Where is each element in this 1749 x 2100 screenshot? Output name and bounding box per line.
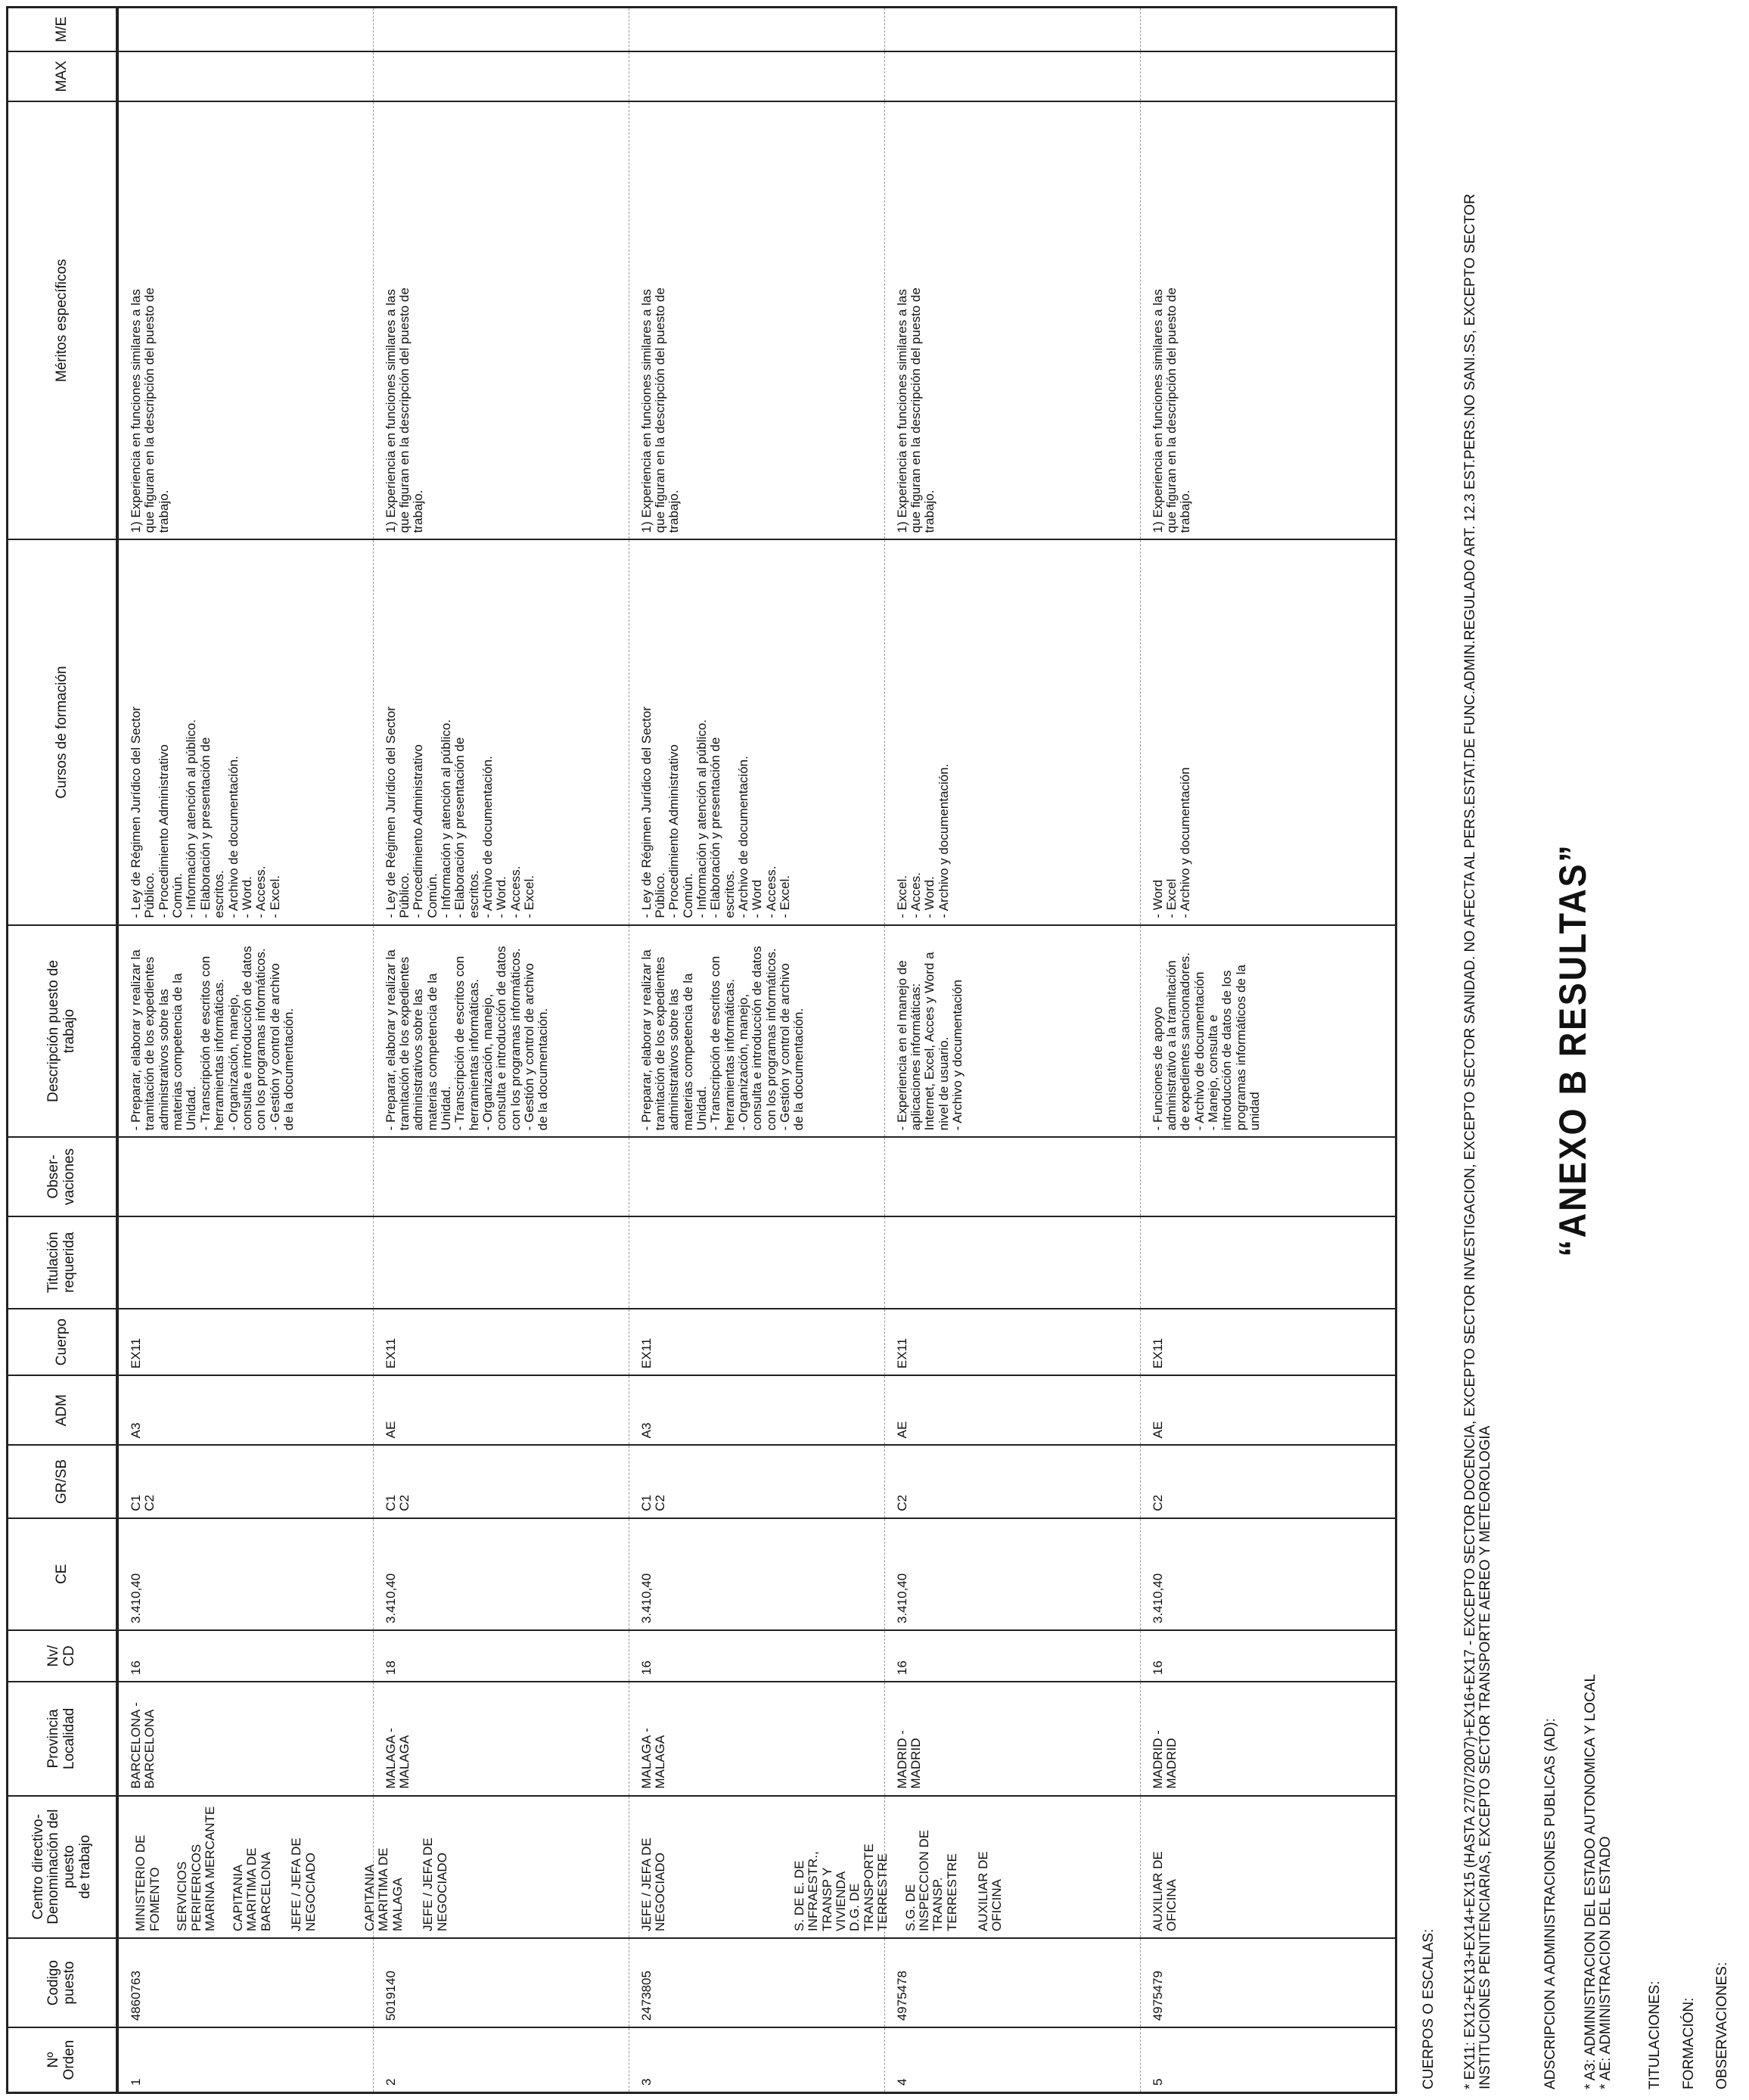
cell-cuerpo: EX11 [373,1309,629,1375]
header-cursos: Cursos de formación [8,539,118,924]
cell-nivel: 16 [1140,1630,1396,1682]
header-descripcion: Descripción puesto de trabajo [8,925,118,1138]
cell-descripcion: - Preparar, elaborar y realizar la tramitación de los expedientes administrativos sobre las materias competencia de la Unidad. - Transcripción de escritos con herramientas informáticas. - Organización, manejo, consulta e introducción de datos con los programas informáticos. - Gestión y control de archivo de la documentación. [117,925,373,1138]
cell-provincia: MADRID - MADRID [884,1682,1140,1795]
puesto-denominacion: JEFE / JEFA DE NEGOCIADO [638,1837,667,1931]
cell-grupo: C1 C2 [117,1445,373,1518]
cell-codigo: 4975478 [884,1938,1140,2027]
header-me: M/E [8,8,118,51]
cell-cursos: - Word - Excel - Archivo y documentación [1140,539,1396,924]
cell-titulacion [117,1216,373,1309]
cell-cursos: - Ley de Régimen Jurídico del Sector Público. - Procedimiento Administrativo Común. - Información y atención al público. - Elaboración y presentación de escritos. - Archivo de documentación. - Word - Access. - Excel. [629,539,884,924]
cell-meritos: 1) Experiencia en funciones similares a las que figuran en la descripción del puesto de trabajo. [117,101,373,539]
cell-ce: 3.410,40 [117,1518,373,1630]
centro-directivo: CAPITANIA MARITIMA DE MALAGA [362,1847,405,1931]
cell-observaciones [117,1137,373,1216]
cell-meritos: 1) Experiencia en funciones similares a las que figuran en la descripción del puesto de trabajo. [1140,101,1396,539]
positions-table [6,6,1397,2094]
header-grupo: GR/SB [8,1445,118,1518]
puesto-denominacion: AUXILIAR DE OFICINA [975,1851,1004,1931]
header-observaciones: Obser- vaciones [8,1137,118,1216]
cell-observaciones [629,1137,884,1216]
cell-orden: 2 [373,2027,629,2092]
header-adm: ADM [8,1375,118,1445]
cell-adm: A3 [629,1375,884,1445]
cell-descripcion: - Preparar, elaborar y realizar la tramitación de los expedientes administrativos sobre las materias competencia de la Unidad. - Transcripción de escritos con herramientas informáticas. - Organización, manejo, consulta e introducción de datos con los programas informáticos. - Gestión y control de archivo de la documentación. [629,925,884,1138]
cell-meritos: 1) Experiencia en funciones similares a las que figuran en la descripción del puesto de trabajo. [373,101,629,539]
cell-adm: AE [884,1375,1140,1445]
cell-me [884,8,1140,51]
table-row [373,8,629,2093]
centro-directivo: S. DE E. DE INFRAESTR., TRANSP Y VIVIENDA D.G. DE TRANSPORTE TERRESTRE S.G. DE INSPECCION DE TRANSP. TERRESTRE [791,1829,959,1931]
observaciones-label: OBSERVACIONES: [1714,1962,1731,2089]
cell-max [629,51,884,101]
cell-orden: 3 [629,2027,884,2092]
cell-observaciones [884,1137,1140,1216]
cell-observaciones [1140,1137,1396,1216]
cell-titulacion [884,1216,1140,1309]
cell-provincia: BARCELONA - BARCELONA [117,1682,373,1795]
cell-orden: 4 [884,2027,1140,2092]
cell-centro [117,1796,373,1938]
cell-grupo: C1 C2 [373,1445,629,1518]
cell-orden: 5 [1140,2027,1396,2092]
cuerpos-text: * EX11: EX12+EX13+EX14+EX15 (HASTA 27/07/2007)+EX16+EX17 - EXCEPTO SECTOR DOCENCIA, EXCEPTO SECTOR INVESTIGACION, EXCEPTO SECTOR SANIDAD. NO AFECTA AL PERS.ESTAT.DE FUNC.ADMIN.REGULADO ART. 12.3 EST.PERS.NO SANI.SS, EXCEPTO SECTOR INSTITUCIONES PENITENCIARIAS, EXCEPTO SECTOR TRANSPORTE AEREO Y METEOROLOGIA [1462,194,1494,2089]
cell-cuerpo: EX11 [117,1309,373,1375]
header-ce: CE [8,1518,118,1630]
cell-adm: AE [1140,1375,1396,1445]
cell-meritos: 1) Experiencia en funciones similares a las que figuran en la descripción del puesto de trabajo. [884,101,1140,539]
cell-centro [791,1796,1140,1938]
footer-notes [1406,17,1749,2089]
puesto-denominacion: JEFE / JEFA DE NEGOCIADO [421,1837,449,1931]
header-centro: Centro directivo- Denominación del puesto de trabajo [8,1796,118,1938]
cell-cursos: - Excel. - Acces. - Word. - Archivo y documentación. [884,539,1140,924]
cell-grupo: C1 C2 [629,1445,884,1518]
table-row [884,8,1140,2093]
table-row [1140,8,1396,2093]
header-titulacion: Titulación requerida [8,1216,118,1309]
cell-nivel: 16 [884,1630,1140,1682]
cell-cuerpo: EX11 [629,1309,884,1375]
cell-max [373,51,629,101]
cell-grupo: C2 [1140,1445,1396,1518]
cell-titulacion [1140,1216,1396,1309]
cell-titulacion [373,1216,629,1309]
cell-cuerpo: EX11 [884,1309,1140,1375]
adscripcion-text: * A3: ADMINISTRACION DEL ESTADO AUTONOMICA Y LOCAL * AE: ADMINISTRACION DEL ESTADO [1582,1673,1614,2089]
cell-codigo: 5019140 [373,1938,629,2027]
table-row [629,8,884,2093]
header-max: MAX [8,51,118,101]
header-nivel: Nv/ CD [8,1630,118,1682]
header-row [8,8,118,2093]
cell-me [373,8,629,51]
cell-me [117,8,373,51]
cell-ce: 3.410,40 [629,1518,884,1630]
page-title: “ANEXO B RESULTAS” [1552,843,1594,1257]
cell-ce: 3.410,40 [373,1518,629,1630]
cell-provincia: MALAGA - MALAGA [629,1682,884,1795]
cell-me [629,8,884,51]
cell-ce: 3.410,40 [884,1518,1140,1630]
cell-orden: 1 [117,2027,373,2092]
header-codigo: Codigo puesto [8,1938,118,2027]
cell-codigo: 2473805 [629,1938,884,2027]
cell-codigo: 4975479 [1140,1938,1396,2027]
cell-descripcion: - Preparar, elaborar y realizar la tramitación de los expedientes administrativos sobre las materias competencia de la Unidad. - Transcripción de escritos con herramientas informáticas. - Organización, manejo, consulta e introducción de datos con los programas informáticos. - Gestión y control de archivo de la documentación. [373,925,629,1138]
cell-observaciones [373,1137,629,1216]
cell-titulacion [629,1216,884,1309]
header-meritos: Méritos específicos [8,101,118,539]
cell-max [117,51,373,101]
titulaciones-label: TITULACIONES: [1647,1980,1664,2089]
cell-adm: AE [373,1375,629,1445]
cell-centro [362,1796,629,1938]
cell-cursos: - Ley de Régimen Jurídico del Sector Público. - Procedimiento Administrativo Común. - Información y atención al público. - Elaboración y presentación de escritos. - Archivo de documentación. - Word. - Access. - Excel. [373,539,629,924]
cell-nivel: 16 [629,1630,884,1682]
cell-descripcion: - Funciones de apoyo administrativo a la tramitación de expedientes sancionadores. - Archivo de documentación - Manejo, consulta e introducción de datos de los programas informáticos de la unidad [1140,925,1396,1138]
cell-cursos: - Ley de Régimen Jurídico del Sector Público. - Procedimiento Administrativo Común. - Información y atención al público. - Elaboración y presentación de escritos. - Archivo de documentación. - Word. - Access. - Excel. [117,539,373,924]
cell-nivel: 16 [117,1630,373,1682]
cuerpos-title: CUERPOS O ESCALAS: [1420,1928,1437,2089]
cell-adm: A3 [117,1375,373,1445]
cell-provincia: MADRID - MADRID [1140,1682,1396,1795]
cell-codigo: 4860763 [117,1938,373,2027]
table-row [117,8,373,2093]
cell-meritos: 1) Experiencia en funciones similares a las que figuran en la descripción del puesto de trabajo. [629,101,884,539]
cell-descripcion: - Experiencia en el manejo de aplicaciones informáticas: Internet, Excel, Acces y Word a nivel de usuario. - Archivo y documentación [884,925,1140,1138]
header-orden: Nº Orden [8,2027,118,2092]
cell-me [1140,8,1396,51]
puesto-denominacion: JEFE / JEFA DE NEGOCIADO [289,1837,318,1931]
cell-grupo: C2 [884,1445,1140,1518]
cell-centro [1140,1796,1396,1938]
cell-max [1140,51,1396,101]
cell-cuerpo: EX11 [1140,1309,1396,1375]
cell-provincia: MALAGA - MALAGA [373,1682,629,1795]
cell-nivel: 18 [373,1630,629,1682]
puesto-denominacion: AUXILIAR DE OFICINA [1150,1851,1179,1931]
cell-ce: 3.410,40 [1140,1518,1396,1630]
cell-max [884,51,1140,101]
formacion-label: FORMACIÓN: [1680,1997,1697,2089]
centro-directivo: MINISTERIO DE FOMENTO SERVICIOS PERIFERICOS MARINA MERCANTE CAPITANIA MARITIMA DE BARCELONA [133,1806,273,1931]
header-provincia: Provincia Localidad [8,1682,118,1795]
adscripcion-title: ADSCRIPCION A ADMINISTRACIONES PUBLICAS (AD): [1542,1718,1558,2089]
header-cuerpo: Cuerpo [8,1309,118,1375]
